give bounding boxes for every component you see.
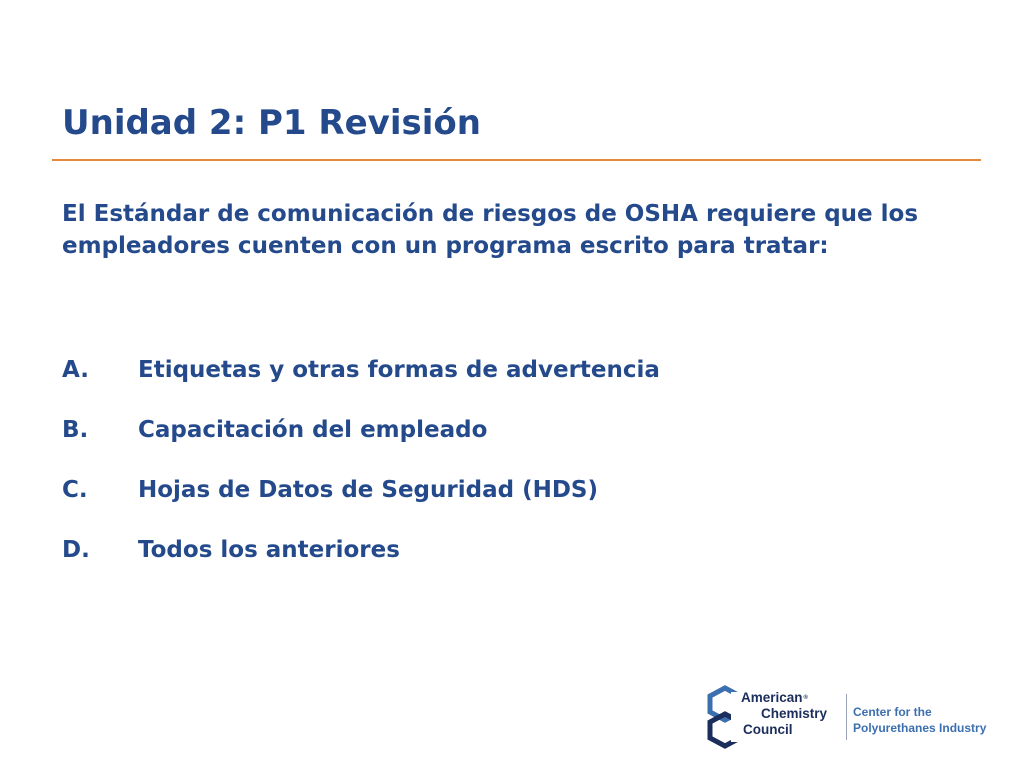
- center-line-1: Center for the: [853, 705, 932, 719]
- option-letter: D.: [62, 537, 90, 563]
- option-letter: B.: [62, 417, 89, 443]
- option-text: Capacitación del empleado: [138, 417, 488, 443]
- answer-options: [62, 353, 660, 593]
- hexagon-logo-icon: [705, 684, 743, 750]
- acc-wordmark: [741, 690, 841, 738]
- org-line-1: American: [741, 690, 803, 705]
- center-line-2: Polyurethanes Industry: [853, 721, 987, 735]
- acc-logo: [705, 682, 1005, 754]
- org-line-3: Council: [743, 722, 793, 737]
- org-line-2: Chemistry: [761, 706, 828, 721]
- option-letter: C.: [62, 477, 88, 503]
- option-d: [62, 533, 660, 593]
- title-divider: [52, 159, 981, 161]
- option-c: [62, 473, 660, 533]
- option-b: [62, 413, 660, 473]
- option-a: [62, 353, 660, 413]
- option-text: Hojas de Datos de Seguridad (HDS): [138, 477, 599, 503]
- option-text: Todos los anteriores: [138, 537, 400, 563]
- option-text: Etiquetas y otras formas de advertencia: [138, 357, 660, 383]
- slide-title: Unidad 2: P1 Revisión: [62, 103, 481, 143]
- registered-mark: ®: [803, 695, 808, 701]
- question-text: El Estándar de comunicación de riesgos de OSHA requiere que los empleadores cuenten con un programa escrito para tratar:: [62, 201, 919, 259]
- option-letter: A.: [62, 357, 89, 383]
- logo-divider: [846, 694, 847, 740]
- center-name: [853, 704, 986, 736]
